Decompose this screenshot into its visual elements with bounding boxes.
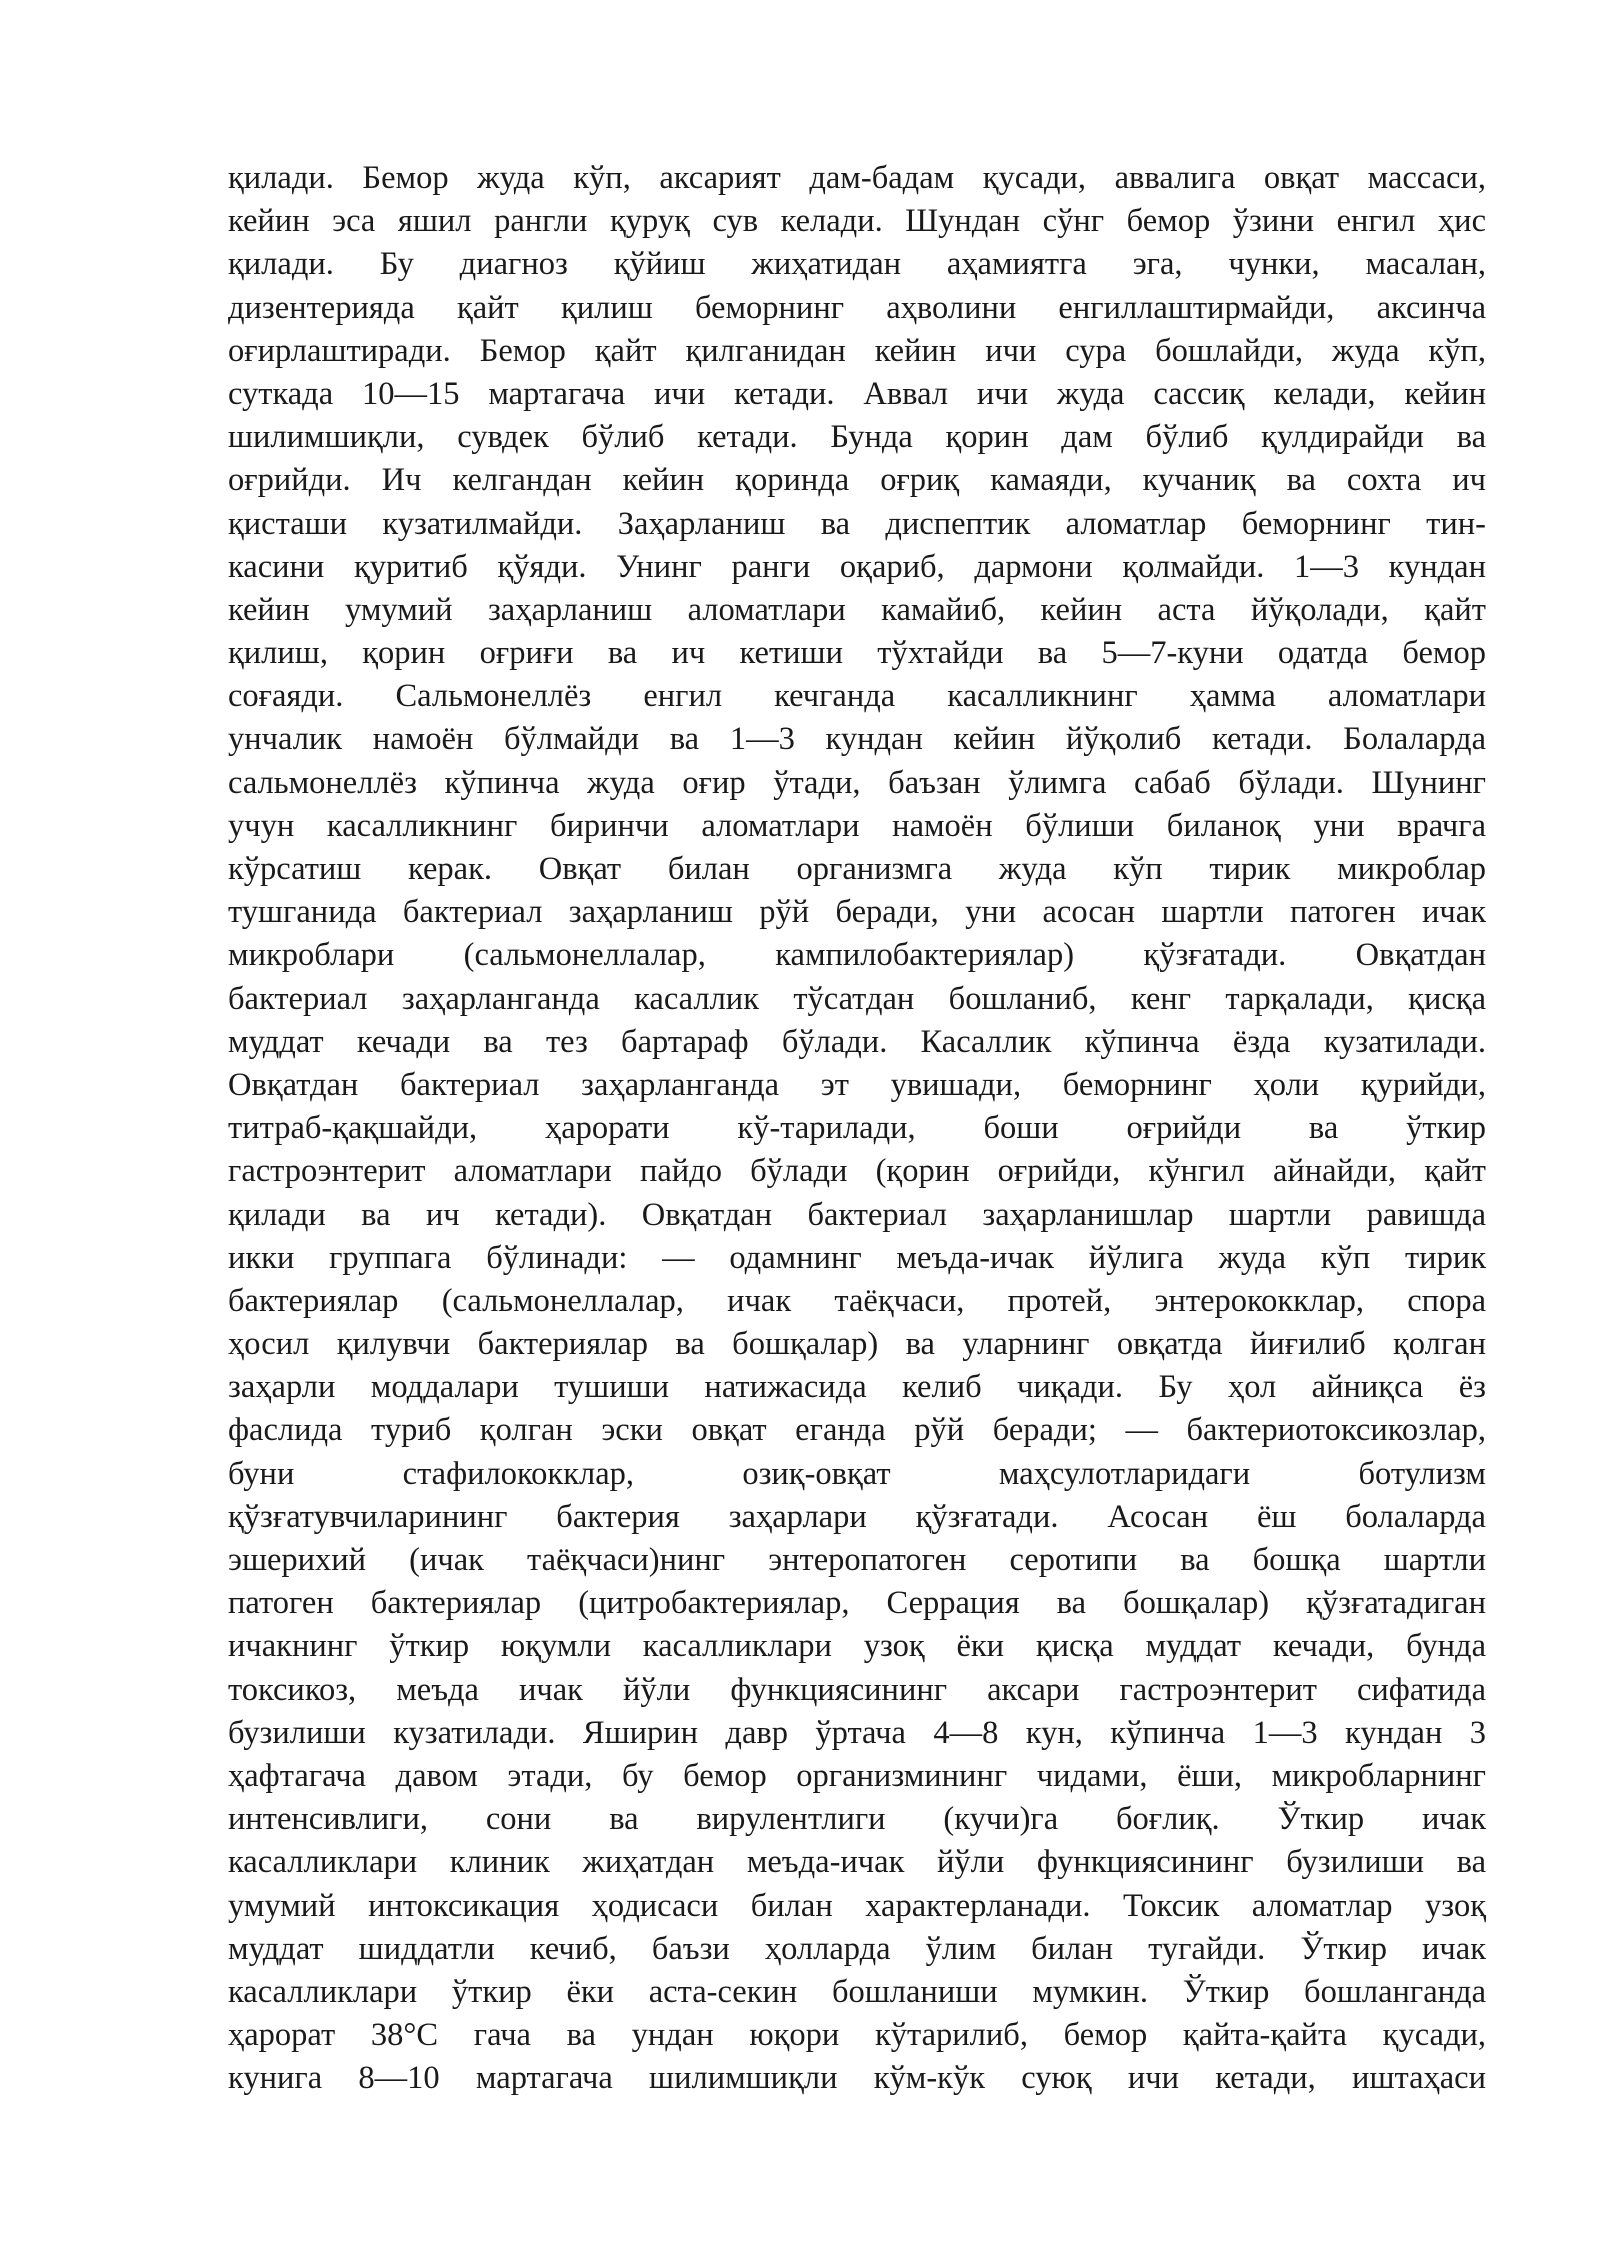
- text-line: оғирлаштиради. Бемор қайт қилганидан кейин ичи сура бошлайди, жуда кўп,: [228, 332, 1486, 369]
- text-line: бактериялар (сальмонеллалар, ичак таёқчаси, протей, энтерококклар, спора: [228, 1282, 1486, 1319]
- text-line: токсикоз, меъда ичак йўли функциясининг аксари гастроэнтерит сифатида: [228, 1671, 1486, 1708]
- text-line: қилади ва ич кетади). Овқатдан бактериал заҳарланишлар шартли равишда: [228, 1196, 1486, 1233]
- text-line: Овқатдан бактериал заҳарланганда эт увишади, беморнинг ҳоли қурийди,: [228, 1066, 1486, 1103]
- text-line: унчалик намоён бўлмайди ва 1—3 кундан кейин йўқолиб кетади. Болаларда: [228, 721, 1486, 758]
- text-line: кейин эса яшил рангли қуруқ сув келади. Шундан сўнг бемор ўзини енгил ҳис: [228, 203, 1486, 240]
- text-line: бактериал заҳарланганда касаллик тўсатдан бошланиб, кенг тарқалади, қисқа: [228, 980, 1486, 1017]
- text-line: касалликлари ўткир ёки аста-секин бошланиши мумкин. Ўткир бошланганда: [228, 1973, 1486, 2010]
- text-line: ҳафтагача давом этади, бу бемор организмининг чидами, ёши, микробларнинг: [228, 1757, 1486, 1794]
- text-line: шилимшиқли, сувдек бўлиб кетади. Бунда қорин дам бўлиб қулдирайди ва: [228, 419, 1486, 456]
- text-line: фаслида туриб қолган эски овқат еганда рўй беради; — бактериотоксикозлар,: [228, 1412, 1486, 1449]
- text-line: қилади. Бу диагноз қўйиш жиҳатидан аҳамиятга эга, чунки, масалан,: [228, 246, 1486, 283]
- text-line: муддат шиддатли кечиб, баъзи ҳолларда ўлим билан тугайди. Ўткир ичак: [228, 1930, 1486, 1967]
- text-line: тушганида бактериал заҳарланиш рўй беради, уни асосан шартли патоген ичак: [228, 894, 1486, 931]
- text-line: учун касалликнинг биринчи аломатлари намоён бўлиши биланоқ уни врачга: [228, 807, 1486, 844]
- text-line: интенсивлиги, сони ва вирулентлиги (кучи)га боғлиқ. Ўткир ичак: [228, 1801, 1486, 1838]
- text-line: қўзғатувчиларининг бактерия заҳарлари қўзғатади. Асосан ёш болаларда: [228, 1498, 1486, 1535]
- text-line: кейин умумий заҳарланиш аломатлари камайиб, кейин аста йўқолади, қайт: [228, 591, 1486, 628]
- text-line: буни стафилококклар, озиқ-овқат маҳсулотларидаги ботулизм: [228, 1455, 1486, 1492]
- text-line: касалликлари клиник жиҳатдан меъда-ичак йўли функциясининг бузилиши ва: [228, 1844, 1486, 1881]
- text-line: титраб-қақшайди, ҳарорати кў-тарилади, боши оғрийди ва ўткир: [228, 1110, 1486, 1147]
- text-line: сальмонеллёз кўпинча жуда оғир ўтади, баъзан ўлимга сабаб бўлади. Шунинг: [228, 764, 1486, 801]
- text-line: оғрийди. Ич келгандан кейин қоринда оғриқ камаяди, кучаниқ ва сохта ич: [228, 462, 1486, 499]
- text-line: микроблари (сальмонеллалар, кампилобактериялар) қўзғатади. Овқатдан: [228, 937, 1486, 974]
- text-line: дизентерияда қайт қилиш беморнинг аҳволини енгиллаштирмайди, аксинча: [228, 289, 1486, 326]
- text-line: касини қуритиб қўяди. Унинг ранги оқариб, дармони қолмайди. 1—3 кундан: [228, 548, 1486, 585]
- text-line: суткада 10—15 мартагача ичи кетади. Аввал ичи жуда сассиқ келади, кейин: [228, 375, 1486, 412]
- text-line: ичакнинг ўткир юқумли касалликлари узоқ ёки қисқа муддат кечади, бунда: [228, 1628, 1486, 1665]
- text-line: патоген бактериялар (цитробактериялар, Серрация ва бошқалар) қўзғатадиган: [228, 1585, 1486, 1622]
- text-line: қисташи кузатилмайди. Заҳарланиш ва диспептик аломатлар беморнинг тин-: [228, 505, 1486, 542]
- text-line: кўрсатиш керак. Овқат билан организмга жуда кўп тирик микроблар: [228, 851, 1486, 887]
- text-line: муддат кечади ва тез бартараф бўлади. Касаллик кўпинча ёзда кузатилади.: [228, 1023, 1486, 1060]
- text-line: эшерихий (ичак таёқчаси)нинг энтеропатоген серотипи ва бошқа шартли: [228, 1542, 1486, 1578]
- text-line: ҳарорат 38°С гача ва ундан юқори кўтарилиб, бемор қайта-қайта қусади,: [228, 2017, 1486, 2054]
- text-line: бузилиши кузатилади. Яширин давр ўртача 4—8 кун, кўпинча 1—3 кундан 3: [228, 1714, 1486, 1751]
- text-line: гастроэнтерит аломатлари пайдо бўлади (қорин оғрийди, кўнгил айнайди, қайт: [228, 1153, 1486, 1190]
- text-line: қилади. Бемор жуда кўп, аксарият дам-бадам қусади, аввалига овқат массаси,: [228, 160, 1486, 196]
- text-line: кунига 8—10 мартагача шилимшиқли кўм-кўк суюқ ичи кетади, иштаҳаси: [228, 2060, 1486, 2097]
- text-line: соғаяди. Сальмонеллёз енгил кечганда касалликнинг ҳамма аломатлари: [228, 678, 1486, 715]
- text-line: ҳосил қилувчи бактериялар ва бошқалар) ва уларнинг овқатда йиғилиб қолган: [228, 1326, 1486, 1363]
- text-line: икки группага бўлинади: — одамнинг меъда-ичак йўлига жуда кўп тирик: [228, 1239, 1486, 1276]
- text-line: қилиш, қорин оғриғи ва ич кетиши тўхтайди ва 5—7-куни одатда бемор: [228, 635, 1486, 672]
- text-line: заҳарли моддалари тушиши натижасида келиб чиқади. Бу ҳол айниқса ёз: [228, 1369, 1486, 1406]
- text-line: умумий интоксикация ҳодисаси билан характерланади. Токсик аломатлар узоқ: [228, 1887, 1486, 1924]
- body-text: [228, 157, 1486, 2100]
